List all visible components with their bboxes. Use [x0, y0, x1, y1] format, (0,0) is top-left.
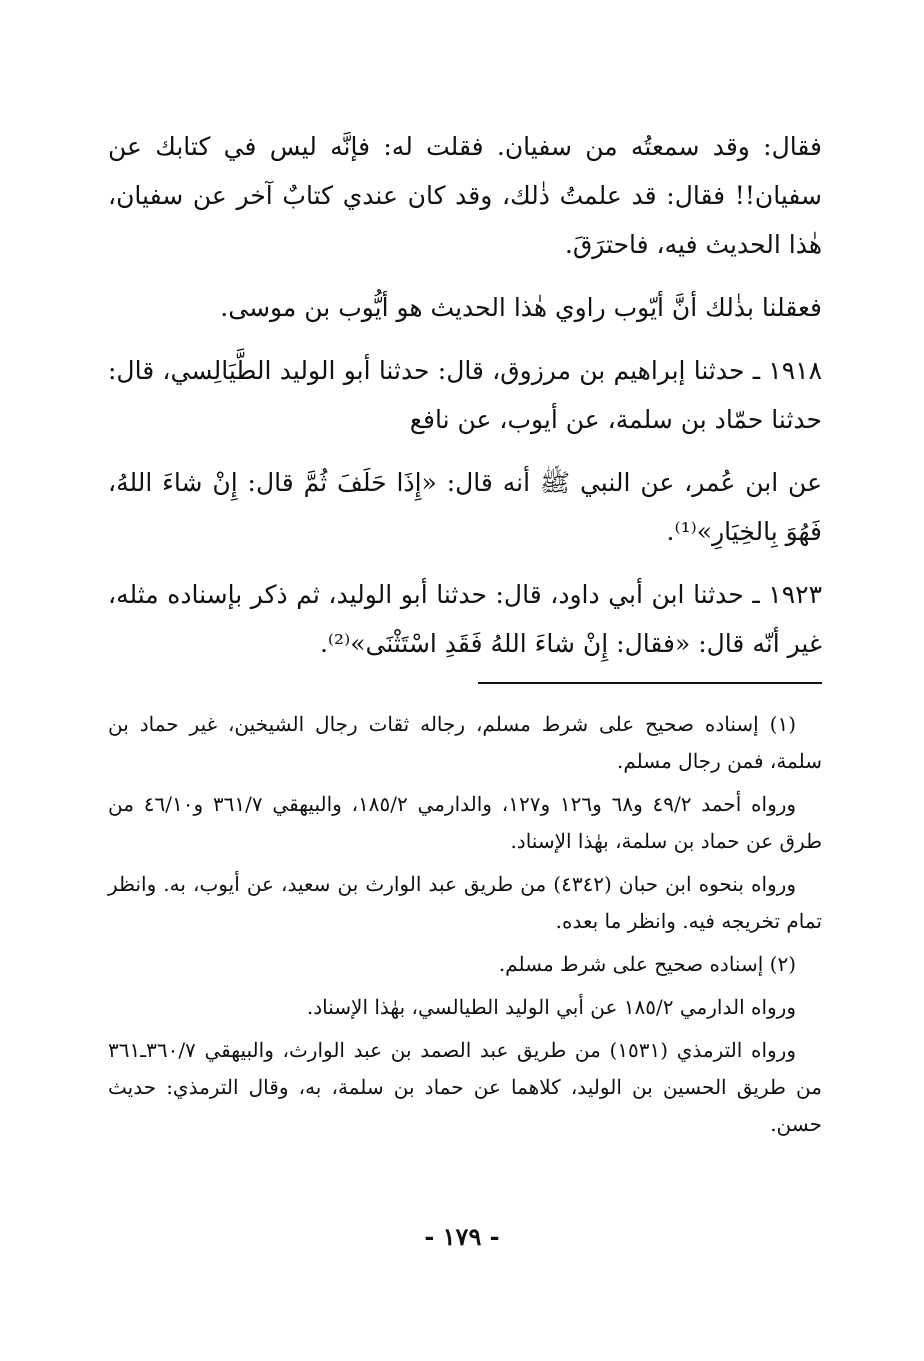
footnote: ورواه الدارمي ١٨٥/٢ عن أبي الوليد الطيالسي، بهٰذا الإسناد. [306, 995, 796, 1019]
footnote-separator [478, 682, 822, 684]
footnote: (١) إسناده صحيح على شرط مسلم، رجاله ثقات رجال الشيخين، غير حماد بن سلمة، فمن رجال مسلم. [108, 712, 822, 773]
hadith-1918-paragraph: ١٩١٨ ـ حدثنا إبراهيم بن مرزوق، قال: حدثنا أبو الوليد الطَّيَالِسي، قال: حدثنا حمّاد بن سلمة، عن أيوب، عن نافع [108, 356, 822, 434]
main-text [108, 122, 822, 682]
footnote: ورواه أحمد ٤٩/٢ و٦٨ و١٢٦ و١٢٧، والدارمي ١٨٥/٢، والبيهقي ٣٦١/٧ و٤٦/١٠ من طرق عن حماد بن سلمة، بهٰذا الإسناد. [108, 792, 822, 853]
footnotes [108, 706, 822, 1149]
paragraph: فعقلنا بذٰلك أنَّ أيّوب راوي هٰذا الحديث هو أيُّوب بن موسى. [220, 293, 822, 322]
paragraph: عن ابن عُمر، عن النبي ﷺ أنه قال: «إِذَا حَلَفَ ثُمَّ قال: إِنْ شاءَ اللهُ، فَهُوَ بِالخِيَارِ»⁽¹⁾. [108, 468, 822, 546]
footnote: ورواه الترمذي (١٥٣١) من طريق عبد الصمد بن عبد الوارث، والبيهقي ٣٦٠/٧ـ٣٦١ من طريق الحسين بن الوليد، كلاهما عن حماد بن سلمة، به، وقال الترمذي: حديث حسن. [108, 1038, 822, 1136]
footnote: (٢) إسناده صحيح على شرط مسلم. [498, 952, 796, 976]
footnote: ورواه بنحوه ابن حبان (٤٣٤٢) من طريق عبد الوارث بن سعيد، عن أيوب، به. وانظر تمام تخريجه فيه. وانظر ما بعده. [108, 872, 822, 933]
paragraph: فقال: وقد سمعتُه من سفيان. فقلت له: فإنَّه ليس في كتابك عن سفيان!! فقال: قد علمتُ ذٰلك، وقد كان عندي كتابٌ آخر عن سفيان، هٰذا الحديث فيه، فاحترَقَ. [108, 132, 822, 259]
hadith-1923-paragraph: ١٩٢٣ ـ حدثنا ابن أبي داود، قال: حدثنا أبو الوليد، ثم ذكر بإسناده مثله، غير أنّه قال: «فقال: إِنْ شاءَ اللهُ فَقَدِ اسْتَثْنَى»⁽²⁾. [108, 580, 822, 658]
page-number: - ١٧٩ - [424, 1222, 500, 1251]
